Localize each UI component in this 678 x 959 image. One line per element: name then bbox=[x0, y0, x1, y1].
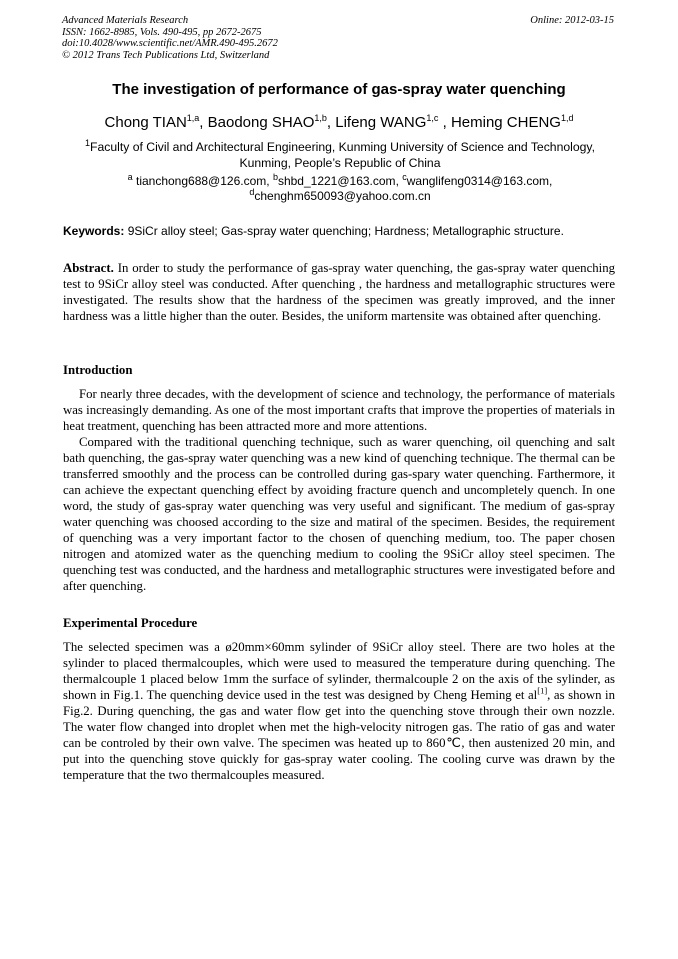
journal-name: Advanced Materials Research bbox=[62, 15, 189, 26]
email-mark: a bbox=[127, 172, 133, 182]
abstract-label: Abstract. bbox=[63, 261, 114, 275]
paper-title: The investigation of performance of gas-spray water quenching bbox=[112, 81, 566, 98]
author-list: Chong TIAN$^{1,a}$, Baodong SHAO$^{1,b}$, Lifeng WANG$^{1,c}$ , Heming CHENG$^{1,d}$ bbox=[104, 113, 574, 131]
affiliation bbox=[60, 139, 620, 171]
abstract bbox=[63, 260, 615, 324]
affiliation-line-1: Faculty of Civil and Architectural Engineering, Kunming University of Science and Technology, bbox=[90, 140, 595, 154]
introduction-body bbox=[63, 386, 615, 594]
paragraph: For nearly three decades, with the development of science and technology, the performance of materials was increasingly demanding. As one of the most important crafts that improve the properties of materials in heat treatment, quenching has been attracted more and more attentions. bbox=[63, 387, 615, 433]
journal-copyright: © 2012 Trans Tech Publications Ltd, Switzerland bbox=[62, 49, 270, 61]
keywords-text: 9SiCr alloy steel; Gas-spray water quenching; Hardness; Metallographic structure. bbox=[127, 224, 564, 238]
journal-doi[interactable]: doi:10.4028/www.scientific.net/AMR.490-495.2672 bbox=[62, 38, 278, 49]
email-address[interactable]: wanglifeng0314@163.com bbox=[406, 174, 550, 188]
affiliation-mark: 1 bbox=[85, 137, 91, 148]
citation-reference[interactable]: [1] bbox=[537, 685, 548, 696]
paragraph-part: The selected specimen was a ø20mm×60mm sylinder of 9SiCr alloy steel. There are two holes at the sylinder to placed thermalcouples, which were used to measured the temperature during quenching. The thermalcouple 1 placed below 1mm the surface of sylinder, thermalcouple 2 on the axis of the sylinder, as shown in Fig.1. The quenching device used in the test was designed by Cheng Heming et al bbox=[63, 640, 615, 702]
author-name: Chong TIAN bbox=[104, 114, 187, 131]
email-mark: b bbox=[272, 172, 278, 182]
affiliation-line-2: Kunming, People’s Republic of China bbox=[239, 156, 441, 170]
abstract-text: In order to study the performance of gas-spray water quenching, the gas-spray water quenching test to 9SiCr alloy steel was conducted. After quenching , the hardness and metallographic structures were investigated. The results show that the hardness of the specimen was greatly improved, and the inner hardness was a little higher than the outer. Besides, the uniform martensite was obtained after quenching. bbox=[63, 261, 615, 323]
author-affiliation-mark: 1,a bbox=[186, 113, 200, 123]
paragraph: Compared with the traditional quenching technique, such as warer quenching, oil quenching and salt bath quenching, the gas-spray water quenching was a new kind of quenching technique. The thermal can be transferred smoothly and the process can be controlled during gas-spary water quenching. Farthermore, it can achieve the expectant quenching effect by avoiding fracture quench and uncompletely quench. In one word, the study of gas-spray water quenching was very useful and significant. The medium of gas-spray water quenching was choosed according to the size and matiral of the specimen. Besides, the requirement of quenching was a very important factor to the chosen of quenching medium, too. The paper chosen nitrogen and atomized water as the quenching medium to cooling the 9SiCr alloy steel specimen. The quenching test was conducted, and the hardness and metallographic structures were investigated before and after quenching. bbox=[63, 435, 615, 593]
author-affiliation-mark: 1,b bbox=[314, 113, 327, 123]
email-address[interactable]: shbd_1221@163.com bbox=[277, 174, 396, 188]
journal-issn: ISSN: 1662-8985, Vols. 490-495, pp 2672-2675 bbox=[62, 26, 262, 38]
keywords-label: Keywords: bbox=[63, 224, 125, 238]
journal-header bbox=[62, 15, 278, 61]
email-address[interactable]: chenghm650093@yahoo.com.cn bbox=[254, 189, 431, 203]
section-heading-introduction: Introduction bbox=[63, 363, 133, 377]
section-heading-experimental: Experimental Procedure bbox=[63, 616, 198, 630]
experimental-body bbox=[63, 639, 615, 783]
paragraph bbox=[63, 639, 615, 783]
email-mark: c bbox=[402, 172, 407, 182]
email-list: $^a$ tianchong688@126.com, $^b$shbd_1221@163.com, $^c$wanglifeng0314@163.com, $^d$chenghm650093@yahoo.com.cn bbox=[127, 172, 553, 203]
paragraph-part: , as shown in Fig.2. During quenching, the gas and water flow get into the quenching stove through their own nozzle. The water flow changed into droplet when met the high-velocity nitrogen gas. The ratio of gas and water can be controled by their own valve. The specimen was heated up to 860℃, then austenized 20 min, and put into the quenching stove quickly for gas-spray water cooling. The cooling curve was drawn by the temperature that the two thermalcouples measured. bbox=[63, 688, 616, 782]
email-mark: d bbox=[249, 187, 255, 197]
author-name: Lifeng WANG bbox=[335, 114, 427, 131]
author-name: Heming CHENG bbox=[450, 114, 561, 131]
keywords bbox=[63, 224, 619, 239]
author-name: Baodong SHAO bbox=[207, 114, 315, 131]
author-affiliation-mark: 1,c bbox=[426, 113, 439, 123]
author-affiliation-mark: 1,d bbox=[560, 113, 574, 123]
email-address[interactable]: tianchong688@126.com bbox=[135, 174, 267, 188]
online-date: Online: 2012-03-15 bbox=[530, 15, 614, 26]
